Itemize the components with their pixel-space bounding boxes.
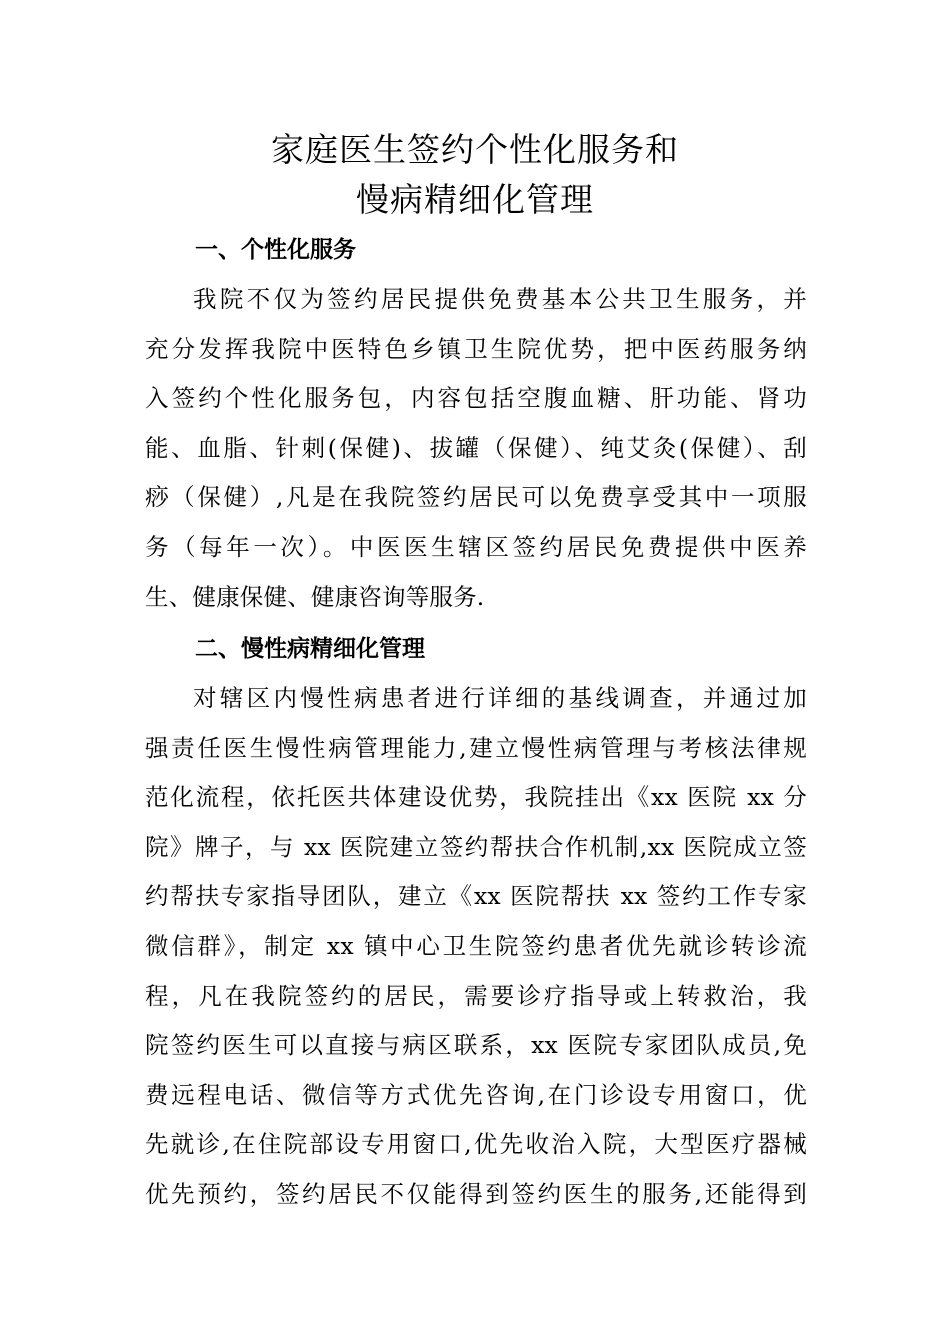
document-title-line-1: 家庭医生签约个性化服务和	[271, 130, 679, 169]
paragraph-line: 痧（保健）,凡是在我院签约居民可以免费享受其中一项服	[145, 483, 807, 512]
section-paragraph-chronic-disease-management	[145, 683, 807, 1229]
paragraph-line: 先就诊,在住院部设专用窗口,优先收治入院，大型医疗器械	[145, 1130, 807, 1159]
section-heading-personalized-service: 一、个性化服务	[195, 236, 356, 263]
paragraph-line: 我院不仅为签约居民提供免费基本公共卫生服务，并	[193, 285, 807, 313]
paragraph-line: 范化流程，依托医共体建设优势，我院挂出《xx 医院 xx 分	[145, 783, 807, 812]
document-title-line-2: 慢病精细化管理	[356, 180, 594, 219]
paragraph-line: 优先预约，签约居民不仅能得到签约医生的服务,还能得到	[145, 1179, 807, 1208]
paragraph-line: 务（每年一次）。中医医生辖区签约居民免费提供中医养	[145, 532, 807, 561]
paragraph-line: 对辖区内慢性病患者进行详细的基线调查，并通过加	[193, 684, 807, 712]
paragraph-line: 约帮扶专家指导团队，建立《xx 医院帮扶 xx 签约工作专家	[145, 882, 807, 911]
paragraph-line: 院》牌子，与 xx 医院建立签约帮扶合作机制,xx 医院成立签	[145, 832, 807, 861]
section-paragraph-personalized-service	[145, 284, 807, 631]
paragraph-line: 程，凡在我院签约的居民，需要诊疗指导或上转救治，我	[145, 981, 807, 1010]
paragraph-line: 费远程电话、微信等方式优先咨询,在门诊设专用窗口，优	[145, 1080, 807, 1109]
paragraph-line: 入签约个性化服务包，内容包括空腹血糖、肝功能、肾功	[145, 384, 807, 413]
paragraph-line: 强责任医生慢性病管理能力,建立慢性病管理与考核法律规	[145, 733, 807, 762]
section-heading-chronic-disease-management: 二、慢性病精细化管理	[195, 635, 425, 662]
paragraph-line: 院签约医生可以直接与病区联系，xx 医院专家团队成员,免	[145, 1031, 807, 1060]
paragraph-line: 微信群》，制定 xx 镇中心卫生院签约患者优先就诊转诊流	[145, 931, 807, 960]
paragraph-line: 能、血脂、针刺(保健)、拔罐（保健）、纯艾灸(保健）、刮	[145, 433, 807, 462]
paragraph-line: 生、健康保健、健康咨询等服务.	[145, 582, 485, 611]
paragraph-line: 充分发挥我院中医特色乡镇卫生院优势，把中医药服务纳	[145, 334, 807, 363]
